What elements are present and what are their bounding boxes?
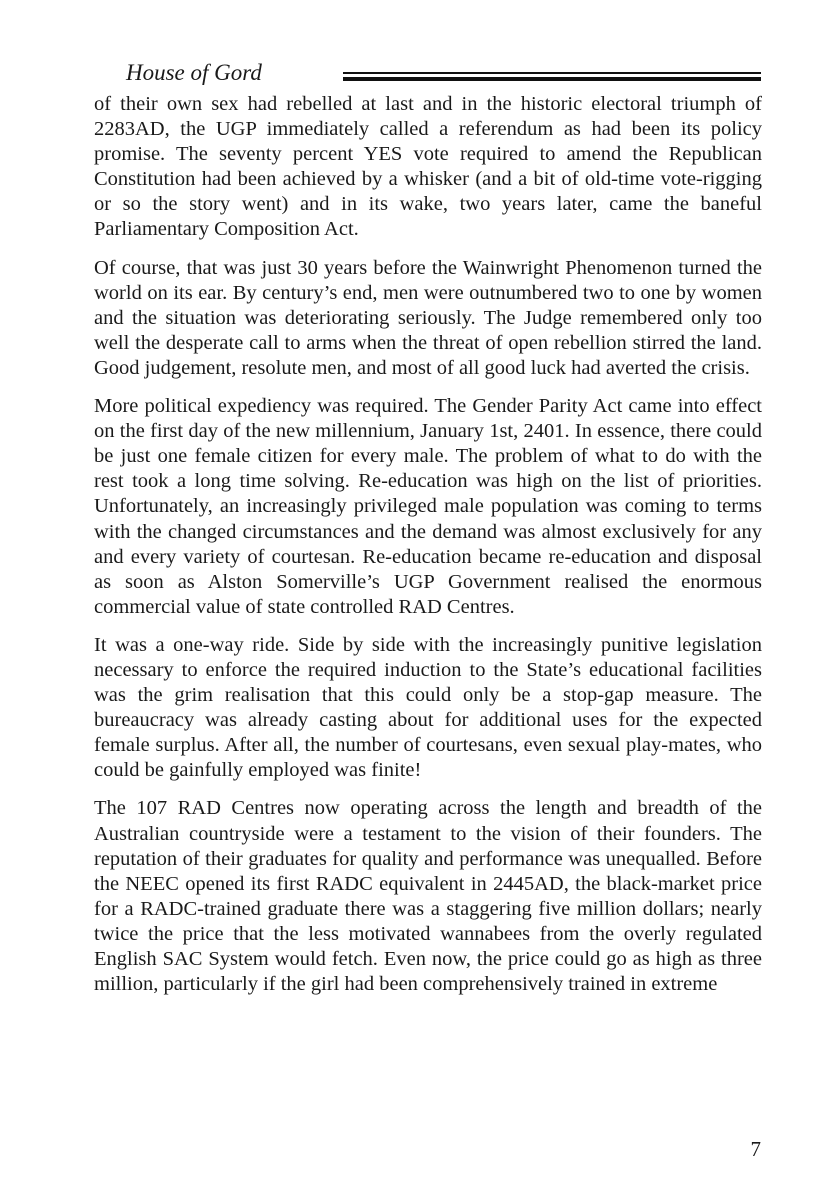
- header-rule-thick-line: [343, 77, 761, 81]
- paragraph: The 107 RAD Centres now operating across the length and breadth of the Australian countryside were a testament to the vision of their founders. The reputation of their graduates for quality and performance was unequalled. Before the NEEC opened its first RADC equivalent in 2445AD, the black-market price for a RADC-trained graduate there was a staggering five million dollars; nearly twice the price that the less motivated wannabees from the overly regulated English SAC System would fetch. Even now, the price could go as high as three million, particularly if the girl had been comprehensively trained in extreme: [94, 797, 762, 996]
- paragraph: Of course, that was just 30 years before the Wainwright Phenomenon turned the world on its ear. By century’s end, men were outnumbered two to one by women and the situation was deteriorating seriously. The Judge remembered only too well the desperate call to arms when the threat of open rebellion stirred the land. Good judgement, resolute men, and most of all good luck had averted the crisis.: [94, 256, 762, 379]
- header-rule: [343, 72, 761, 81]
- paragraph: It was a one-way ride. Side by side with the increasingly punitive legislation necessary to enforce the required induction to the State’s educational facilities was the grim realisation that this could only be a stop-gap measure. The bureaucracy was already casting about for additional uses for the expected female surplus. After all, the number of courtesans, even sexual play-mates, who could be gainfully employed was finite!: [94, 633, 762, 782]
- page-number: 7: [750, 1137, 761, 1161]
- paragraph: of their own sex had rebelled at last and in the historic electoral triumph of 2283AD, the UGP immediately called a referendum as had been its policy promise. The seventy percent YES vote required to amend the Republican Constitution had been achieved by a whisker (and a bit of old-time vote-rigging or so the story went) and in its wake, two years later, came the baneful Parliamentary Composition Act.: [94, 93, 762, 241]
- body-text: [94, 92, 762, 1010]
- paragraph: More political expediency was required. The Gender Parity Act came into effect on the first day of the new millennium, January 1st, 2401. In essence, there could be just one female citizen for every male. The problem of what to do with the rest took a long time solving. Re-education was high on the list of priorities. Unfortunately, an increasingly privileged male population was coming to terms with the changed circumstances and the demand was almost exclusively for any and every variety of courtesan. Re-education became re-education and disposal as soon as Alston Somerville’s UGP Government realised the enormous commercial value of state controlled RAD Centres.: [94, 395, 762, 618]
- running-header-title: House of Gord: [126, 60, 262, 85]
